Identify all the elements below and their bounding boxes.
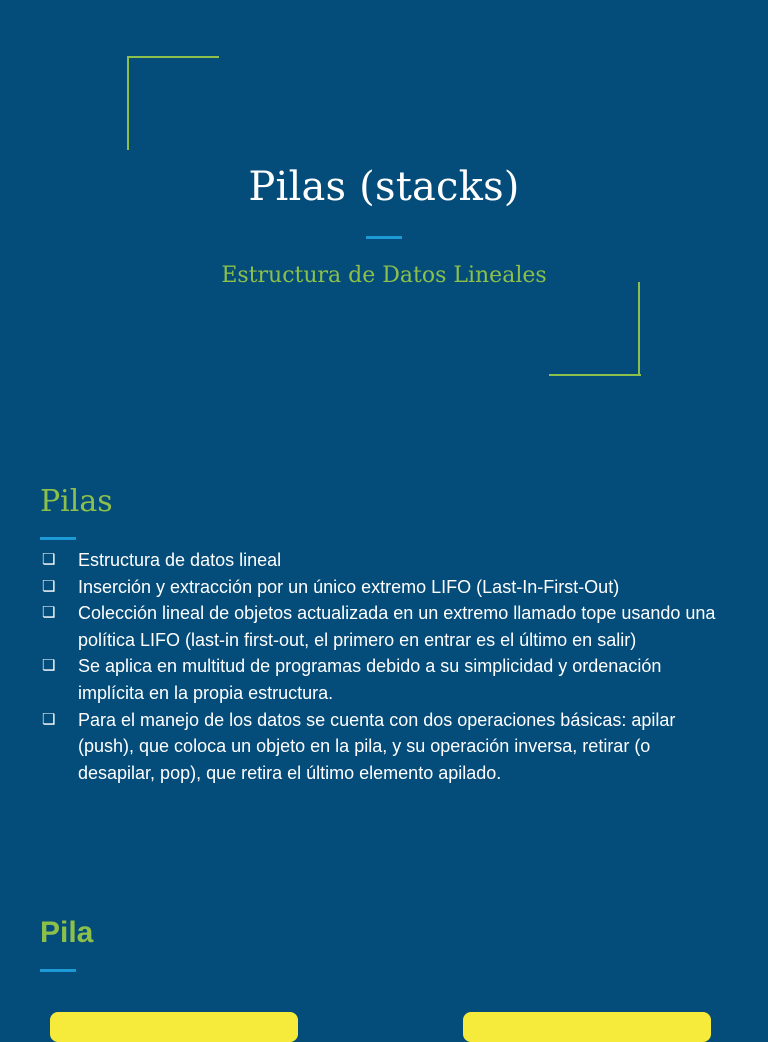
list-item [40, 574, 730, 601]
section-heading-pila: Pila [40, 916, 94, 949]
section-heading-pilas: Pilas [40, 484, 113, 519]
checkbox-bullet-icon: ❏ [42, 577, 56, 595]
list-item-text: Se aplica en multitud de programas debido a su simplicidad y ordenación implícita en la propia estructura. [78, 656, 662, 703]
list-item [40, 707, 730, 787]
slide-subtitle: Estructura de Datos Lineales [221, 263, 547, 288]
list-item-text: Para el manejo de los datos se cuenta con dos operaciones básicas: apilar (push), que coloca un objeto en la pila, y su operación inversa, retirar (o desapilar, pop), que retira el último elemento apilado. [78, 709, 676, 783]
corner-frame-bottom-right [549, 374, 641, 376]
list-item-text: Estructura de datos lineal [78, 550, 282, 570]
corner-frame-top-left-vertical [127, 56, 129, 150]
checkbox-bullet-icon: ❏ [42, 657, 56, 675]
list-item [40, 653, 730, 706]
checkbox-bullet-icon: ❏ [42, 710, 56, 728]
list-item [40, 600, 730, 653]
diagram-box-left [50, 1012, 298, 1042]
list-item-text: Colección lineal de objetos actualizada en un extremo llamado tope usando una política LIFO (last-in first-out, el primero en entrar es el último en salir) [78, 603, 716, 650]
section-divider [40, 969, 76, 972]
checkbox-bullet-icon: ❏ [42, 604, 56, 622]
diagram-box-right [463, 1012, 711, 1042]
list-item-text: Inserción y extracción por un único extremo LIFO (Last-In-First-Out) [78, 576, 620, 597]
section-divider [40, 537, 76, 540]
title-divider [366, 236, 402, 239]
bullet-list [40, 547, 730, 786]
slide-title: Pilas (stacks) [248, 164, 520, 210]
list-item [40, 547, 730, 574]
corner-frame-bottom-right-vertical [638, 282, 640, 376]
corner-frame-top-left [127, 56, 219, 58]
checkbox-bullet-icon: ❏ [42, 551, 56, 568]
